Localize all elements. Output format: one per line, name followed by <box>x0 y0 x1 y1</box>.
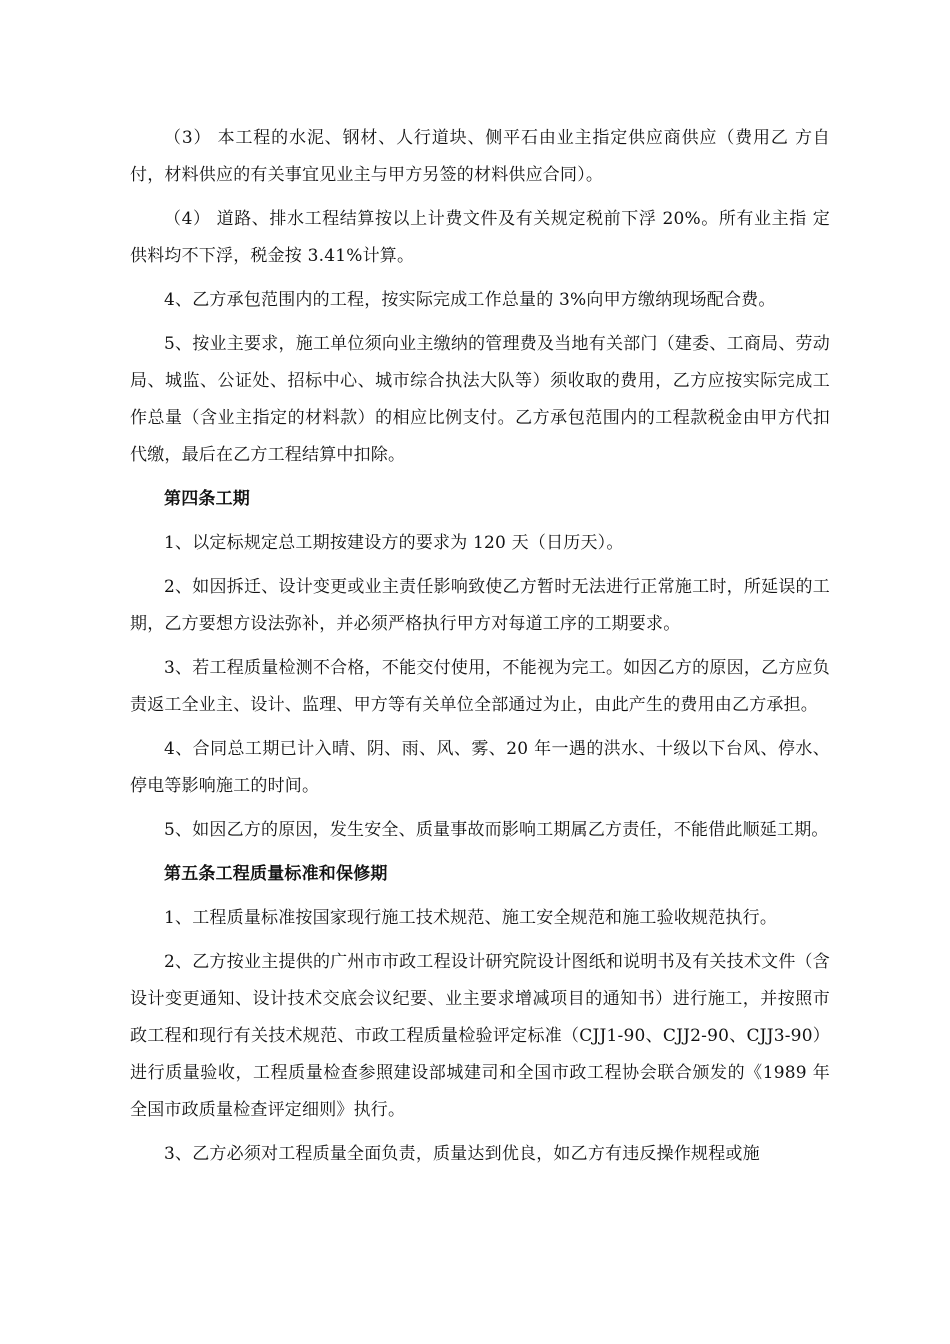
section-heading-article-5: 第五条工程质量标准和保修期 <box>164 864 388 884</box>
paragraph-quality-responsibility: 3、乙方必须对工程质量全面负责，质量达到优良，如乙方有违反操作规程或施 <box>164 1144 760 1164</box>
paragraph-quality-rework: 3、若工程质量检测不合格，不能交付使用，不能视为完工。如因乙方的原因，乙方应负责返工全业主、设计、监理、甲方等有关单位全部通过为止，由此产生的费用由乙方承担。 <box>130 658 830 715</box>
paragraph-delay-compensation: 2、如因拆迁、设计变更或业主责任影响致使乙方暂时无法进行正常施工时，所延误的工期，乙方要想方设法弥补，并必须严格执行甲方对每道工序的工期要求。 <box>130 577 830 634</box>
paragraph-safety-responsibility: 5、如因乙方的原因，发生安全、质量事故而影响工期属乙方责任，不能借此顺延工期。 <box>164 820 829 840</box>
paragraph-item-3-cement-supply: （3） 本工程的水泥、钢材、人行道块、侧平石由业主指定供应商供应（费用乙 方自付，材料供应的有关事宜见业主与甲方另签的材料供应合同）。 <box>130 128 830 185</box>
paragraph-quality-standard: 1、工程质量标准按国家现行施工技术规范、施工安全规范和施工验收规范执行。 <box>164 908 778 928</box>
section-heading-article-4: 第四条工期 <box>164 489 250 509</box>
paragraph-design-compliance: 2、乙方按业主提供的广州市市政工程设计研究院设计图纸和说明书及有关技术文件（含设计变更通知、设计技术交底会议纪要、业主要求增减项目的通知书）进行施工，并按照市政工程和现行有关技术规范、市政工程质量检验评定标准（CJJ1-90、CJJ2-90、CJJ3-90）进行质量验收，工程质量检查参照建设部城建司和全国市政工程协会联合颁发的《1989 年全国市政质量检查评定细则》执行。 <box>130 952 830 1120</box>
paragraph-item-4-settlement: （4） 道路、排水工程结算按以上计费文件及有关规定税前下浮 20%。所有业主指 定供料均不下浮，税金按 3.41%计算。 <box>130 209 830 266</box>
document-body <box>130 120 830 1180</box>
paragraph-site-coordination-fee: 4、乙方承包范围内的工程，按实际完成工作总量的 3%向甲方缴纳现场配合费。 <box>164 290 776 310</box>
paragraph-weather-allowance: 4、合同总工期已计入晴、阴、雨、风、雾、20 年一遇的洪水、十级以下台风、停水、停电等影响施工的时间。 <box>130 739 830 796</box>
paragraph-management-fees: 5、按业主要求，施工单位须向业主缴纳的管理费及当地有关部门（建委、工商局、劳动局、城监、公证处、招标中心、城市综合执法大队等）须收取的费用，乙方应按实际完成工作总量（含业主指定的材料款）的相应比例支付。乙方承包范围内的工程款税金由甲方代扣代缴，最后在乙方工程结算中扣除。 <box>130 334 830 465</box>
paragraph-total-duration: 1、以定标规定总工期按建设方的要求为 120 天（日历天）。 <box>164 533 624 553</box>
